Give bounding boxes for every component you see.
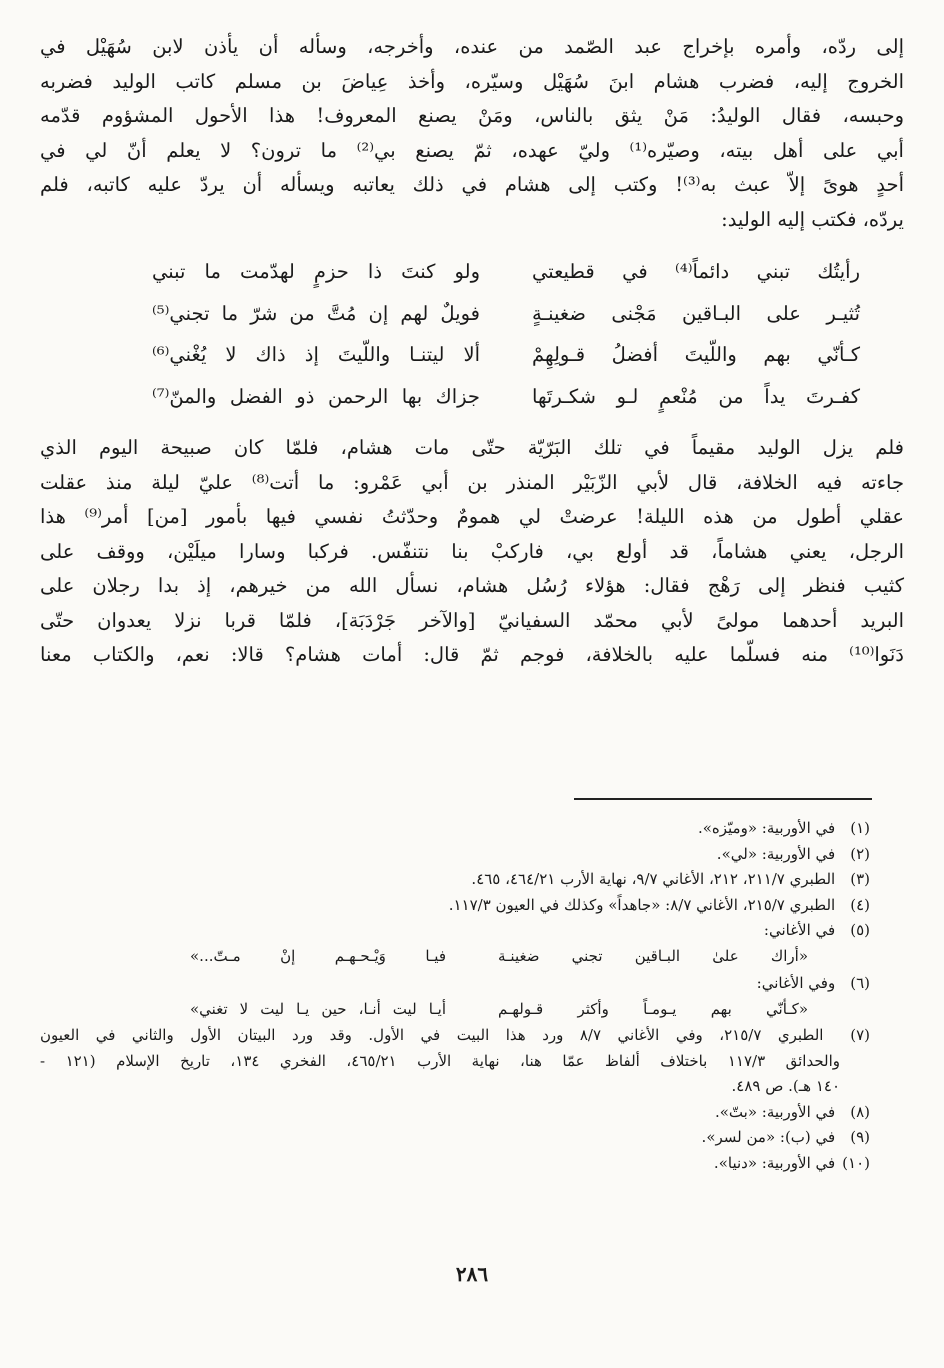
footnote-text: في الأوربية: «لي». <box>716 844 836 863</box>
footnote-text: في الأوربية: «وميّزه». <box>697 819 836 837</box>
footnote <box>40 1151 870 1177</box>
text-line: عقلي أطول من هذه الليلة! عرضتْ لي همومٌ وحدّثتُ نفسي فيها بأمور [من] أمر⁽⁹⁾ هذا <box>40 505 904 528</box>
footnote <box>40 842 870 868</box>
footnote-text: الطبري ٢١٥/٧، الأغاني ٨/٧: «جاهداً» وكذلك في العيون ١١٧/٣. <box>448 895 836 914</box>
footnote-verse-second: فيـا وَيْـحـهـم إنْ مـتّ...» <box>190 947 446 966</box>
footnote <box>40 867 870 893</box>
text-line: الرجل، يعني هشاماً، قد أولع بي، فاركبْ بنا نتنفّس. فركبا وسارا ميلَيْن، ووقف على <box>40 539 904 563</box>
text-line: وحبسه، فقال الوليدُ: مَنْ يثق بالناس، ومَنْ يصنع المعروف! هذا الأحول المشؤوم قدّمه <box>40 104 904 127</box>
main-text <box>40 30 904 673</box>
footnote <box>40 1125 870 1151</box>
poem-verse <box>40 251 904 293</box>
footnote-verse <box>40 944 870 971</box>
footnote-text: في الأوربية: «بتّ». <box>714 1102 836 1121</box>
text-line: دَنَوا⁽¹⁰⁾ منه فسلّما عليه بالخلافة، فوجم ثمّ قال: أمات هشام؟ قالا: نعم، والكتاب معنا <box>40 643 904 666</box>
footnote-text: الطبري ٢١١/٧، ٢١٢، الأغاني ٩/٧، نهاية الأرب ٤٦٤/٢١، ٤٦٥. <box>471 870 836 888</box>
footnote-number: (٥) <box>850 921 870 939</box>
footnote <box>40 1023 870 1049</box>
verse-second-hemistich: ألا ليتنـا واللّيتَ إذ ذاك لا يُغْني⁽⁶⁾ <box>152 343 480 367</box>
poem-verse <box>40 376 904 418</box>
footnote-text: في الأوربية: «دنيا». <box>713 1153 836 1172</box>
poem-verse <box>40 334 904 376</box>
footnote-number: (٢) <box>850 844 870 863</box>
footnote-verse <box>40 996 870 1023</box>
verse-first-hemistich: كفـرتَ يداً من مُنْعمٍ لـو شكـرتَها <box>532 384 860 408</box>
text-line: جاءته فيه الخلافة، قال لأبي الزّبَيْر المنذر بن أبي عَمْرو: ما أتت⁽⁸⁾ عليّ ليلة منذ عقلت <box>40 470 904 494</box>
paragraph-2 <box>40 431 904 673</box>
footnote-verse-first: «أراك علىٰ البـاقين تجني ضغينـة <box>498 947 808 966</box>
text-line: يردّه، فكتب إليه الوليد: <box>721 207 904 231</box>
footnote <box>40 893 870 919</box>
footnote-text: الطبري ٢١٥/٧، وفي الأغاني ٨/٧ ورد هذا البيت في الأول. وقد ورد البيتان الأول والثاني في العيون <box>40 1026 824 1044</box>
footnote-text: في (ب): «من لسر». <box>701 1128 836 1146</box>
footnote-text: في الأغاني: <box>763 921 836 939</box>
verse-first-hemistich: رأيتُك تبني دائماً⁽⁴⁾ في قطيعتي <box>532 260 860 284</box>
text-line: أبي على أهل بيته، وصيّره⁽¹⁾ وليّ عهده، ثمّ يصنع بي⁽²⁾ ما ترون؟ لا يعلم أنّ لي في <box>40 138 904 162</box>
verse-second-hemistich: فويلٌ لهم إن مُتَّ من شرّ ما تجني⁽⁵⁾ <box>152 301 480 325</box>
footnote-number: (٦) <box>850 973 870 992</box>
footnote-number: (٧) <box>850 1026 870 1044</box>
footnote-number: (٤) <box>850 895 870 914</box>
footnote-number: (١٠) <box>842 1153 870 1172</box>
verse-first-hemistich: كـأنّي بهم واللّيتَ أفضلُ قـولِهِمْ <box>532 343 860 367</box>
footnote-number: (٩) <box>850 1128 870 1146</box>
footnote <box>40 971 870 997</box>
footnote-continuation: ١٤٠ هـ). ص ٤٨٩. <box>731 1077 840 1095</box>
footnote-text: وفي الأغاني: <box>756 973 836 992</box>
footnote-number: (١) <box>850 819 870 837</box>
footnote-divider <box>574 798 872 800</box>
verse-second-hemistich: جزاك بها الرحمن ذو الفضل والمنّ⁽⁷⁾ <box>152 384 480 408</box>
verse-first-hemistich: تُثيـر على البـاقين مَجْنى ضغينـةٍ <box>532 301 860 325</box>
text-line: أحدٍ هوىً إلاّ عبث به⁽³⁾! وكتب إلى هشام في ذلك يعاتبه ويسأله أن يردّ عليه كاتبه، فلم <box>40 173 904 196</box>
text-line: فلم يزل الوليد مقيماً في تلك البَرّيّة حتّى مات هشام، فلمّا كان صبيحة اليوم الذي <box>40 436 904 459</box>
text-line: كثيب فنظر إلى رَهْج فقال: هؤلاء رُسُل هشام، نسأل الله من خيرهم، إذ بدا رجلان على <box>40 574 904 597</box>
verse-second-hemistich: ولو كنتَ ذا حزمٍ لهدّمت ما تبني <box>152 260 480 284</box>
paragraph-1 <box>40 30 904 237</box>
footnote-number: (٨) <box>850 1102 870 1121</box>
text-line: البريد أحدهما مولىً لأبي محمّد السفيانيّ [والآخر جَرْدَبَة]، فلمّا قربا نزلا يعدوان حتّى <box>40 608 904 632</box>
text-line: الخروج إليه، فضرب هشام ابنَ سُهَيْل وسيّره، وأخذ عِياضَ بن مسلم كاتب الوليد فضربه <box>40 69 904 93</box>
poem-verse <box>40 293 904 335</box>
footnotes <box>40 816 870 1176</box>
footnote-continuation: والحدائق ١١٧/٣ باختلاف ألفاظ عمّا هنا، نهاية الأرب ٤٦٥/٢١، الفخري ١٣٤، تاريخ الإسلام (١٢١ - <box>40 1051 840 1070</box>
text-line: إلى ردّه، وأمره بإخراج عبد الصّمد من عنده، وأخرجه، وسأله أن يأذن لابن سُهَيْل في <box>40 35 904 58</box>
footnote-verse-second: أيـا ليت أنـا، حين يـا ليت لا تغني» <box>190 999 446 1018</box>
poem <box>40 251 904 417</box>
footnote-number: (٣) <box>850 870 870 888</box>
footnote-verse-first: «كـأنّي بهم يـومـاً وأكثر قـولهـم <box>498 999 808 1018</box>
footnote <box>40 1100 870 1126</box>
page-number: ٢٨٦ <box>455 1262 489 1286</box>
footnote <box>40 816 870 842</box>
footnote <box>40 918 870 944</box>
